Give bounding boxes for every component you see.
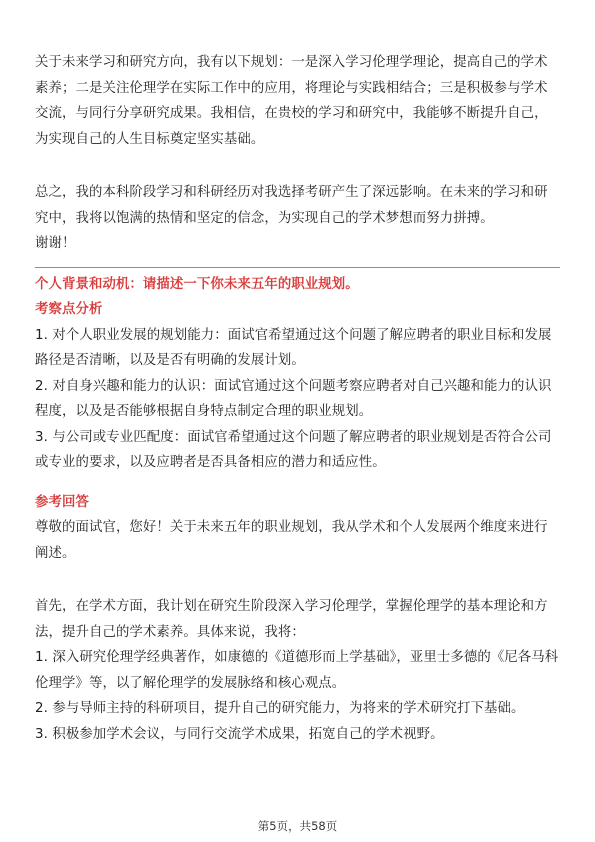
document-page	[35, 50, 560, 747]
question-title: 个人背景和动机：请描述一下你未来五年的职业规划。	[35, 276, 359, 292]
answer-list-item-3: 3. 积极参加学术会议，与同行交流学术成果，拓宽自己的学术视野。	[35, 726, 444, 742]
page-number: 第5页，共58页	[257, 819, 338, 833]
answer-intro: 尊敬的面试官，您好！关于未来五年的职业规划，我从学术和个人发展两个维度来进行阐述。	[35, 520, 548, 561]
analysis-item-3: 3. 与公司或专业匹配度：面试官希望通过这个问题了解应聘者的职业规划是否符合公司或专业的要求，以及应聘者是否具备相应的潜力和适应性。	[35, 429, 552, 470]
answer-list-item-2: 2. 参与导师主持的科研项目，提升自己的研究能力，为将来的学术研究打下基础。	[35, 701, 525, 716]
analysis-heading: 考察点分析	[35, 302, 103, 317]
section-divider	[35, 267, 560, 268]
paragraph-summary: 总之，我的本科阶段学习和科研经历对我选择考研产生了深远影响。在未来的学习和研究中，我将以饱满的热情和坚定的信念，为实现自己的学术梦想而努力拼搏。	[35, 185, 548, 226]
thanks-text: 谢谢！	[35, 236, 76, 251]
answer-list-item-1: 1. 深入研究伦理学经典著作，如康德的《道德形而上学基础》，亚里士多德的《尼各马科伦理学》等，以了解伦理学的发展脉络和核心观点。	[35, 650, 559, 691]
analysis-item-2: 2. 对自身兴趣和能力的认识：面试官通过这个问题考察应聘者对自己兴趣和能力的认识程度，以及是否能够根据自身特点制定合理的职业规划。	[35, 378, 552, 419]
analysis-item-1: 1. 对个人职业发展的规划能力：面试官希望通过这个问题了解应聘者的职业目标和发展路径是否清晰，以及是否有明确的发展计划。	[35, 327, 552, 368]
answer-first: 首先，在学术方面，我计划在研究生阶段深入学习伦理学，掌握伦理学的基本理论和方法，提升自己的学术素养。具体来说，我将：	[35, 599, 548, 640]
paragraph-future-plan: 关于未来学习和研究方向，我有以下规划：一是深入学习伦理学理论，提高自己的学术素养；二是关注伦理学在实际工作中的应用，将理论与实践相结合；三是积极参与学术交流，与同行分享研究成果。我相信，在贵校的学习和研究中，我能够不断提升自己，为实现自己的人生目标奠定坚实基础。	[35, 55, 548, 147]
answer-heading: 参考回答	[35, 494, 89, 510]
